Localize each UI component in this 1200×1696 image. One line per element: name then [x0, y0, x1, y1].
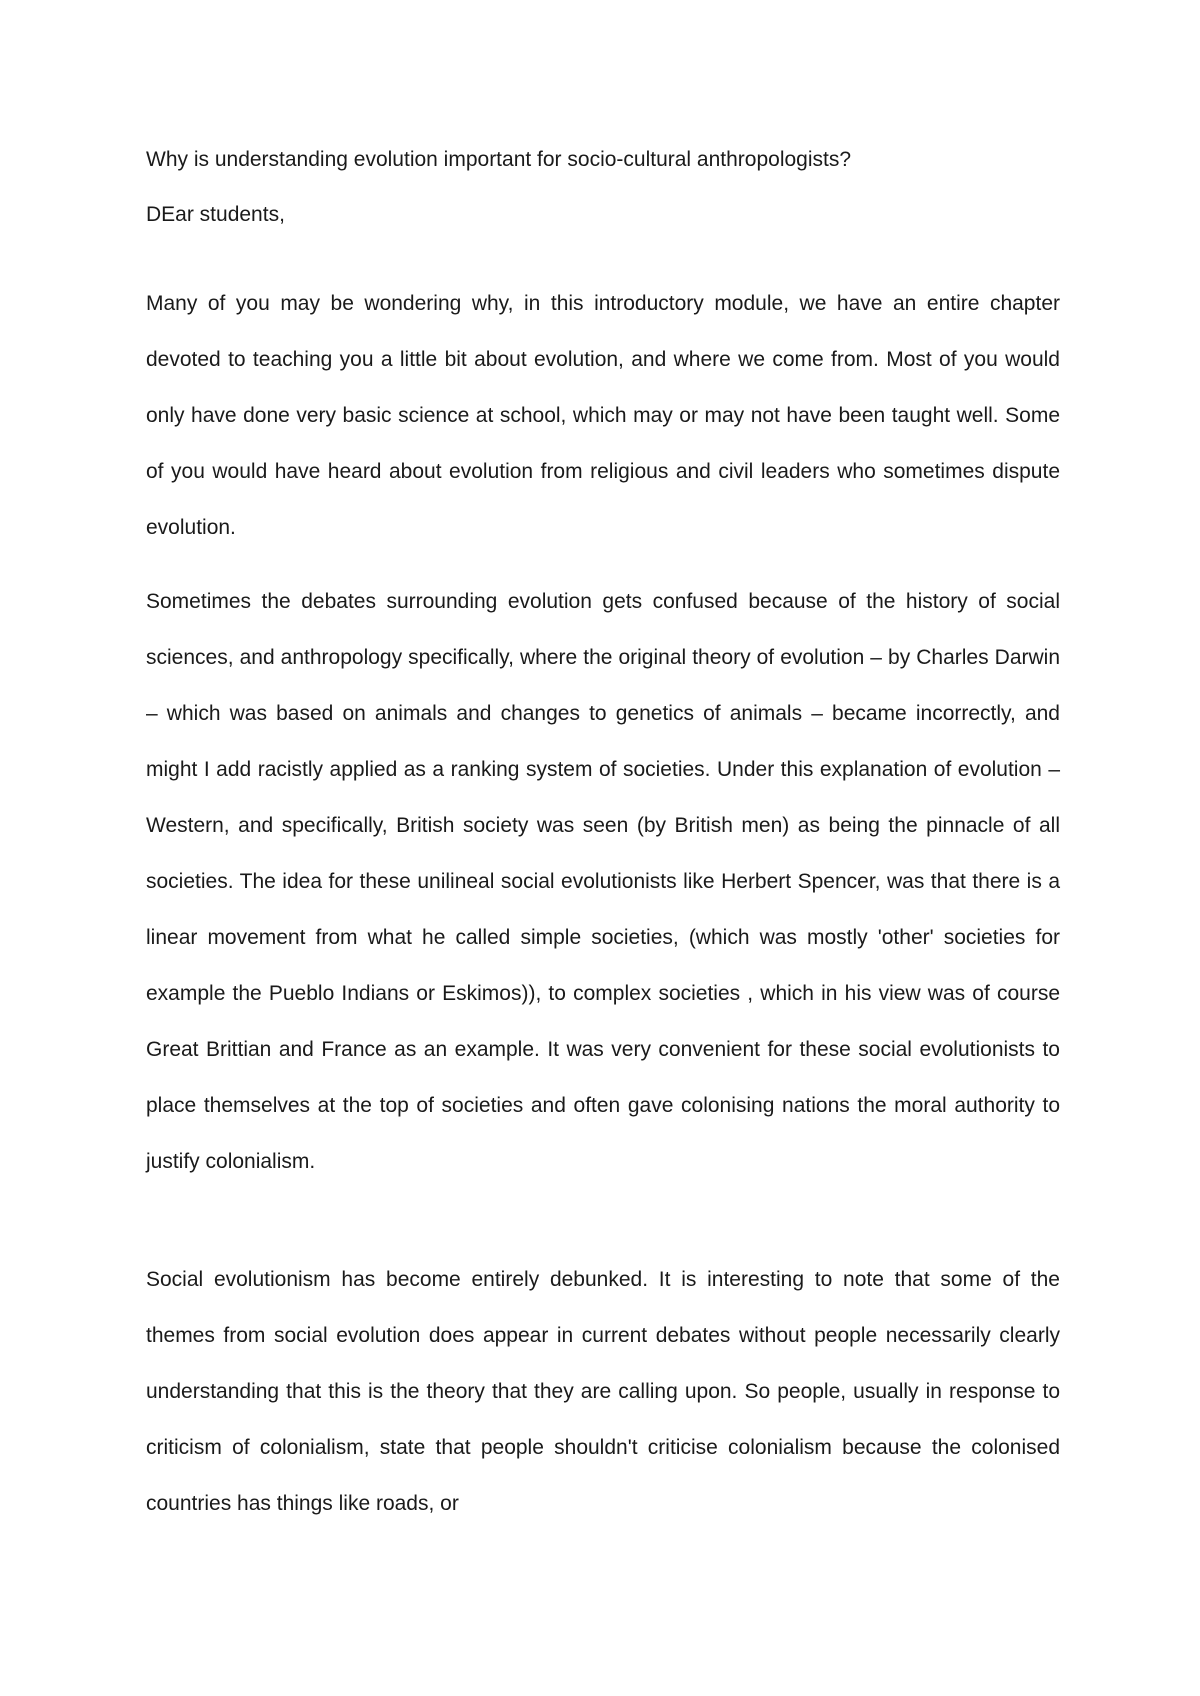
paragraph-1: Many of you may be wondering why, in this introductory module, we have an entire chapter devoted to teaching you a little bit about evolution, and where we come from. Most of you would only have done very basic science at school, which may or may not have been taught well. Some of you would have heard about evolution from religious and civil leaders who sometimes dispute evolution.	[146, 292, 1060, 539]
paragraph-3: Social evolutionism has become entirely debunked. It is interesting to note that some of the themes from social evolution does appear in current debates without people necessarily clearly understanding that this is the theory that they are calling upon. So people, usually in response to criticism of colonialism, state that people shouldn't criticise colonialism because the colonised countries has things like roads, or	[146, 1268, 1060, 1515]
salutation: DEar students,	[146, 203, 285, 226]
document-title: Why is understanding evolution important for socio-cultural anthropologists?	[146, 148, 852, 171]
paragraph-2: Sometimes the debates surrounding evolution gets confused because of the history of social sciences, and anthropology specifically, where the original theory of evolution – by Charles Darwin – which was based on animals and changes to genetics of animals – became incorrectly, and might I add racistly applied as a ranking system of societies. Under this explanation of evolution – Western, and specifically, British society was seen (by British men) as being the pinnacle of all societies. The idea for these unilineal social evolutionists like Herbert Spencer, was that there is a linear movement from what he called simple societies, (which was mostly 'other' societies for example the Pueblo Indians or Eskimos)), to complex societies , which in his view was of course Great Brittian and France as an example. It was very convenient for these social evolutionists to place themselves at the top of societies and often gave colonising nations the moral authority to justify colonialism.	[146, 590, 1060, 1173]
